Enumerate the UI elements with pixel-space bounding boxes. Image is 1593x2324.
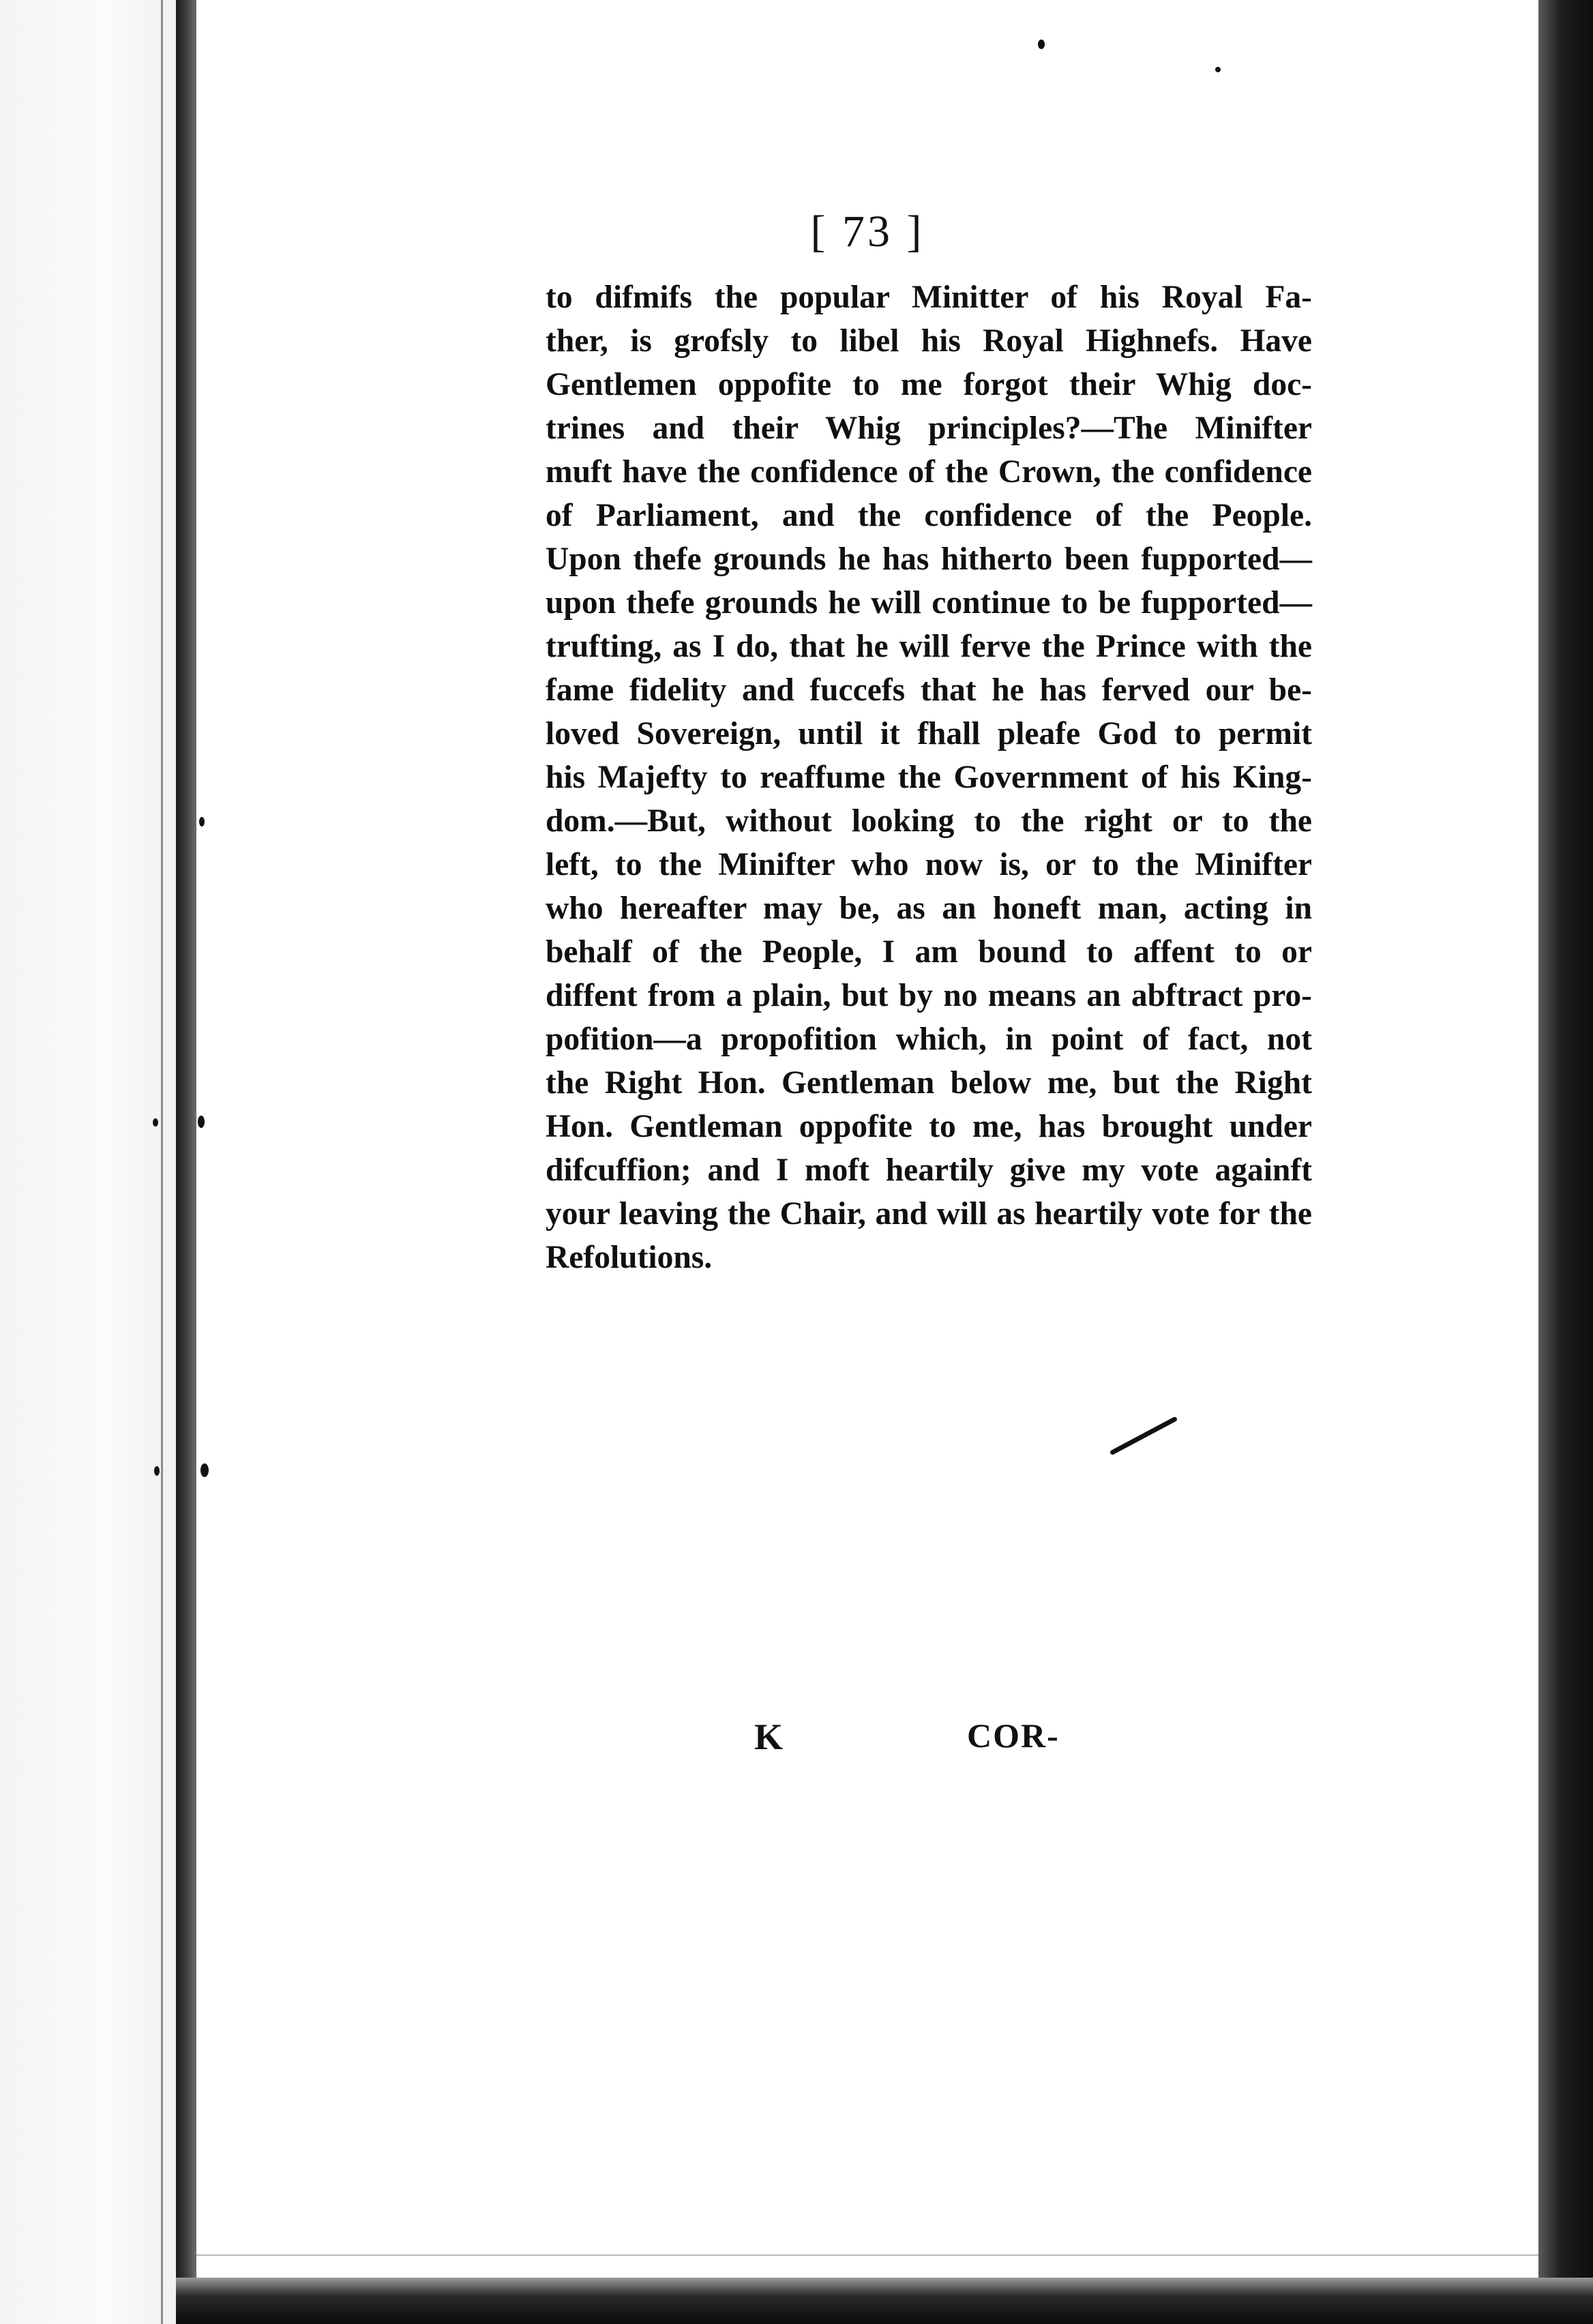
- text-line: diffent from a plain, but by no means an abftract pro-: [546, 978, 1312, 1013]
- text-line: of Parliament, and the confidence of the People.: [546, 498, 1312, 533]
- catchword: COR-: [967, 1716, 1060, 1755]
- ink-dot: [1215, 67, 1221, 72]
- text-line-last: Refolutions.: [546, 1240, 713, 1275]
- previous-page-edge-line: [161, 0, 163, 2324]
- text-line: Hon. Gentleman oppofite to me, has brought under: [546, 1109, 1312, 1144]
- bottom-ruling-line: [196, 2254, 1538, 2256]
- text-line: trufting, as I do, that he will ferve the Prince with the: [546, 629, 1312, 664]
- ink-dot: [154, 1466, 160, 1476]
- page-73: [196, 0, 1538, 2278]
- right-page-edge: [1538, 0, 1593, 2324]
- text-line: Upon thefe grounds he has hitherto been fupported—: [546, 541, 1312, 577]
- ink-dot: [153, 1118, 158, 1127]
- text-line: dom.—But, without looking to the right or to the: [546, 803, 1312, 839]
- text-line: your leaving the Chair, and will as heartily vote for the: [546, 1196, 1312, 1232]
- text-line: difcuffion; and I moft heartily give my vote againft: [546, 1152, 1312, 1188]
- signature-mark: K: [754, 1716, 784, 1757]
- text-line: fame fidelity and fuccefs that he has ferved our be-: [546, 672, 1312, 708]
- ink-dot: [200, 1463, 209, 1477]
- text-line: loved Sovereign, until it fhall pleafe God to permit: [546, 716, 1312, 751]
- text-line: Gentlemen oppofite to me forgot their Whig doc-: [546, 367, 1312, 402]
- text-line: muft have the confidence of the Crown, the confidence: [546, 454, 1312, 490]
- text-line: behalf of the People, I am bound to affent to or: [546, 934, 1312, 970]
- previous-page-strip: [0, 0, 176, 2324]
- bottom-page-edge: [176, 2278, 1593, 2324]
- ink-dot: [1038, 40, 1045, 49]
- book-gutter: [176, 0, 196, 2324]
- body-text: [546, 275, 1312, 1279]
- text-line: left, to the Minifter who now is, or to the Minifter: [546, 847, 1312, 882]
- text-line: who hereafter may be, as an honeft man, acting in: [546, 891, 1312, 926]
- page-number-header: [ 73 ]: [810, 207, 925, 256]
- text-line: his Majefty to reaffume the Government of his King-: [546, 760, 1312, 795]
- ink-dot: [199, 817, 205, 826]
- text-line: upon thefe grounds he will continue to be fupported—: [546, 585, 1312, 621]
- text-line: to difmifs the popular Minitter of his Royal Fa-: [546, 280, 1312, 315]
- ink-dot: [198, 1116, 205, 1128]
- text-line: the Right Hon. Gentleman below me, but the Right: [546, 1065, 1312, 1101]
- text-line: ther, is grofsly to libel his Royal Highnefs. Have: [546, 323, 1312, 359]
- text-line: pofition—a propofition which, in point of fact, not: [546, 1022, 1312, 1057]
- text-line: trines and their Whig principles?—The Minifter: [546, 411, 1312, 446]
